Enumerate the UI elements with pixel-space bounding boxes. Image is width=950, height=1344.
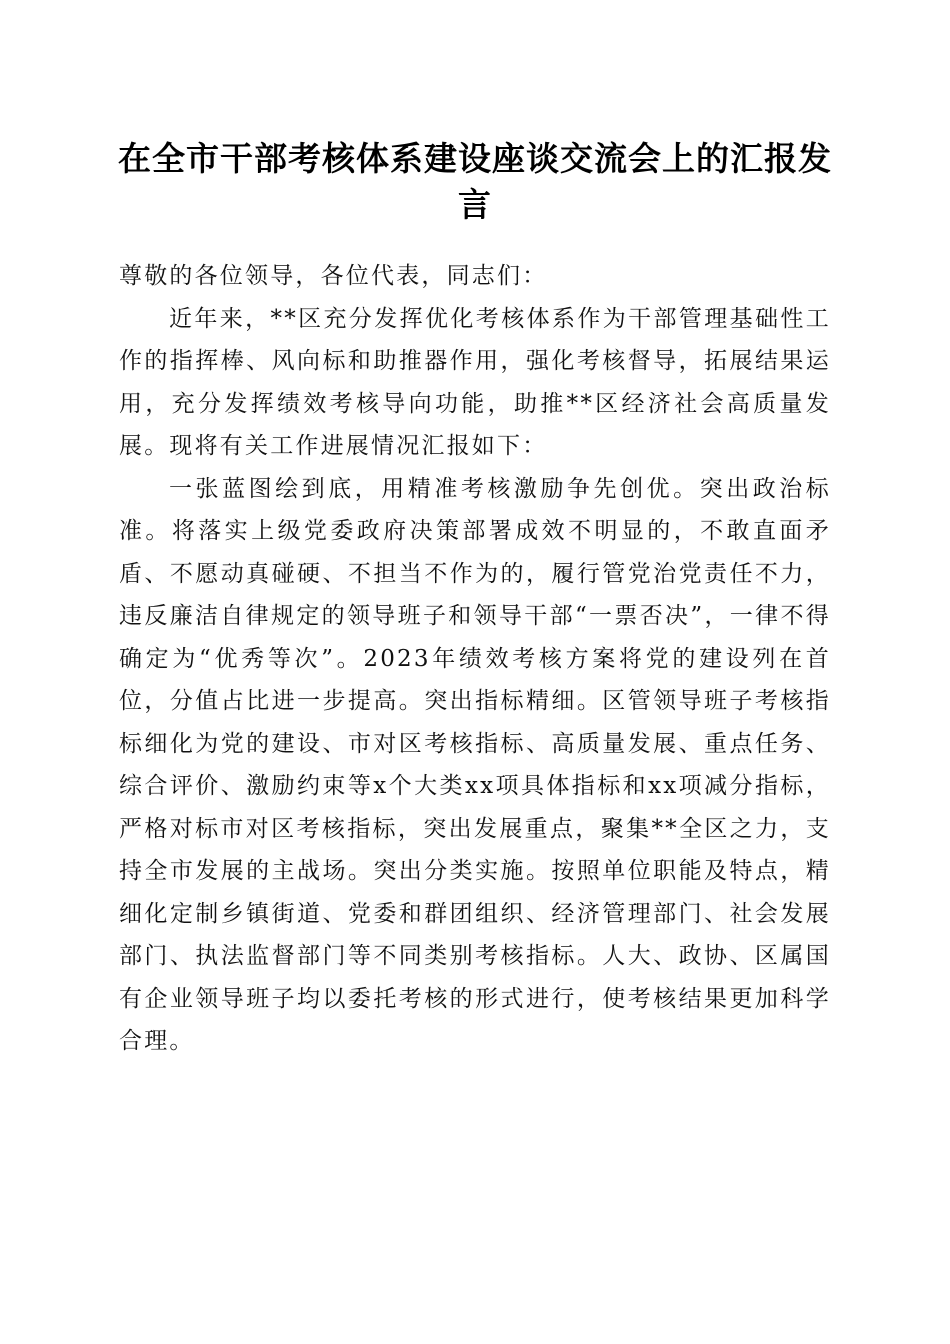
- document-title: 在全市干部考核体系建设座谈交流会上的汇报发言: [118, 139, 832, 224]
- salutation: 尊敬的各位领导，各位代表，同志们：: [119, 263, 548, 289]
- paragraph-blueprint: 一张蓝图绘到底，用精准考核激励争先创优。突出政治标准。将落实上级党委政府决策部署成效不明显的，不敢直面矛盾、不愿动真碰硬、不担当不作为的，履行管党治党责任不力，违反廉洁自律规定的领导班子和领导干部“一票否决”，一律不得确定为“优秀等次”。2023年绩效考核方案将党的建设列在首位，分值占比进一步提高。突出指标精细。区管领导班子考核指标细化为党的建设、市对区考核指标、高质量发展、重点任务、综合评价、激励约束等x个大类xx项具体指标和xx项减分指标，严格对标市对区考核指标，突出发展重点，聚集**全区之力，支持全市发展的主战场。突出分类实施。按照单位职能及特点，精细化定制乡镇街道、党委和群团组织、经济管理部门、社会发展部门、执法监督部门等不同类别考核指标。人大、政协、区属国有企业领导班子均以委托考核的形式进行，使考核结果更加科学合理。: [119, 475, 831, 1054]
- document-body: [119, 255, 831, 1063]
- paragraph-intro: 近年来，**区充分发挥优化考核体系作为干部管理基础性工作的指挥棒、风向标和助推器作用，强化考核督导，拓展结果运用，充分发挥绩效考核导向功能，助推**区经济社会高质量发展。现将有关工作进展情况汇报如下：: [119, 305, 831, 459]
